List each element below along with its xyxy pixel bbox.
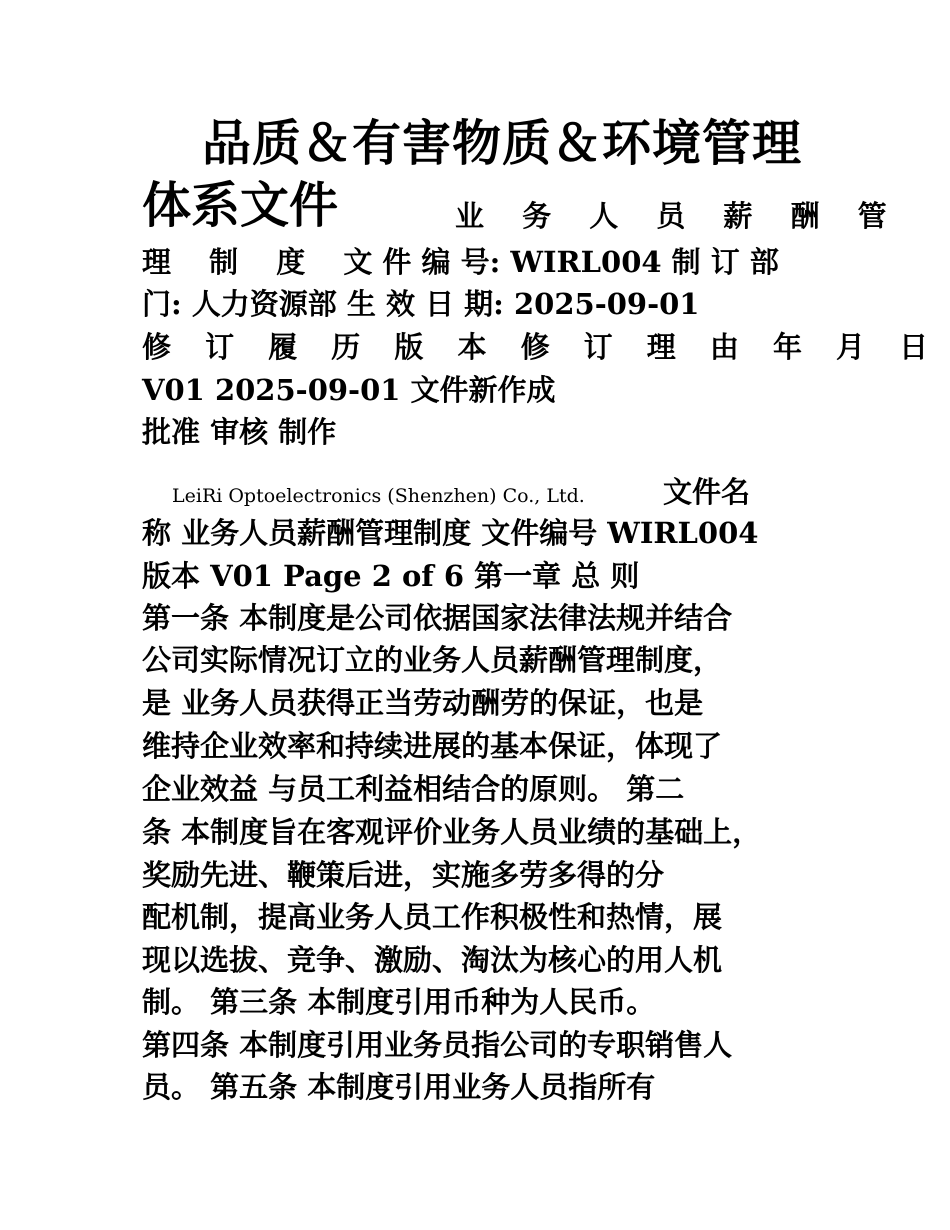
title-line-1: 品质＆有害物质＆环境管理 xyxy=(202,114,803,172)
body-line-4: 第一条 本制度是公司依据国家法律法规并结合 xyxy=(142,601,733,635)
body-line-3: 版本 V01 Page 2 of 6 第一章 总 则 xyxy=(142,559,640,593)
body-line-10: 奖励先进、鞭策后进，实施多劳多得的分 xyxy=(142,858,665,892)
body-line-5: 公司实际情况订立的业务人员薪酬管理制度， xyxy=(142,643,723,677)
body-line-8: 企业效益 与员工利益相结合的原则。 第二 xyxy=(142,772,685,806)
dept-line: 门: 人力资源部 生 效 日 期: 2025-09-01 xyxy=(142,287,700,321)
doc-name-b: 理 制 度 xyxy=(142,245,320,279)
body-line-14: 第四条 本制度引用业务员指公司的专职销售人 xyxy=(142,1028,733,1062)
title-line-2: 体系文件 xyxy=(142,176,339,234)
doc-name-label-start: 文件名 xyxy=(662,475,750,509)
company-name: LeiRi Optoelectronics (Shenzhen) Co., Ltd. xyxy=(172,485,585,507)
body-line-9: 条 本制度旨在客观评价业务人员业绩的基础上， xyxy=(142,815,762,849)
body-line-12: 现以选拔、竞争、激励、淘汰为核心的用人机 xyxy=(142,943,723,977)
page2-header-line xyxy=(142,472,802,516)
body-line-2: 称 业务人员薪酬管理制度 文件编号 WIRL004 xyxy=(142,516,759,550)
revision-header: 修 订 履 历 版 本 修 订 理 由 年 月 日 xyxy=(142,330,941,364)
doc-name-a-text: 业 务 人 员 薪 酬 管 xyxy=(455,199,901,233)
doc-number-line xyxy=(142,242,802,282)
signoff-line: 批准 审核 制作 xyxy=(142,415,337,449)
body-line-7: 维持企业效率和持续进展的基本保证，体现了 xyxy=(142,729,723,763)
revision-row: V01 2025-09-01 文件新作成 xyxy=(142,373,556,407)
body-line-11: 配机制，提高业务人员工作积极性和热情，展 xyxy=(142,900,723,934)
doc-name-a xyxy=(455,196,901,236)
doc-number-label: 文 件 编 号: WIRL004 制 订 部 xyxy=(343,245,779,279)
body-line-6: 是 业务人员获得正当劳动酬劳的保证，也是 xyxy=(142,686,704,720)
body-line-13: 制。 第三条 本制度引用币种为人民币。 xyxy=(142,985,656,1019)
body-line-15: 员。 第五条 本制度引用业务人员指所有 xyxy=(142,1070,656,1104)
